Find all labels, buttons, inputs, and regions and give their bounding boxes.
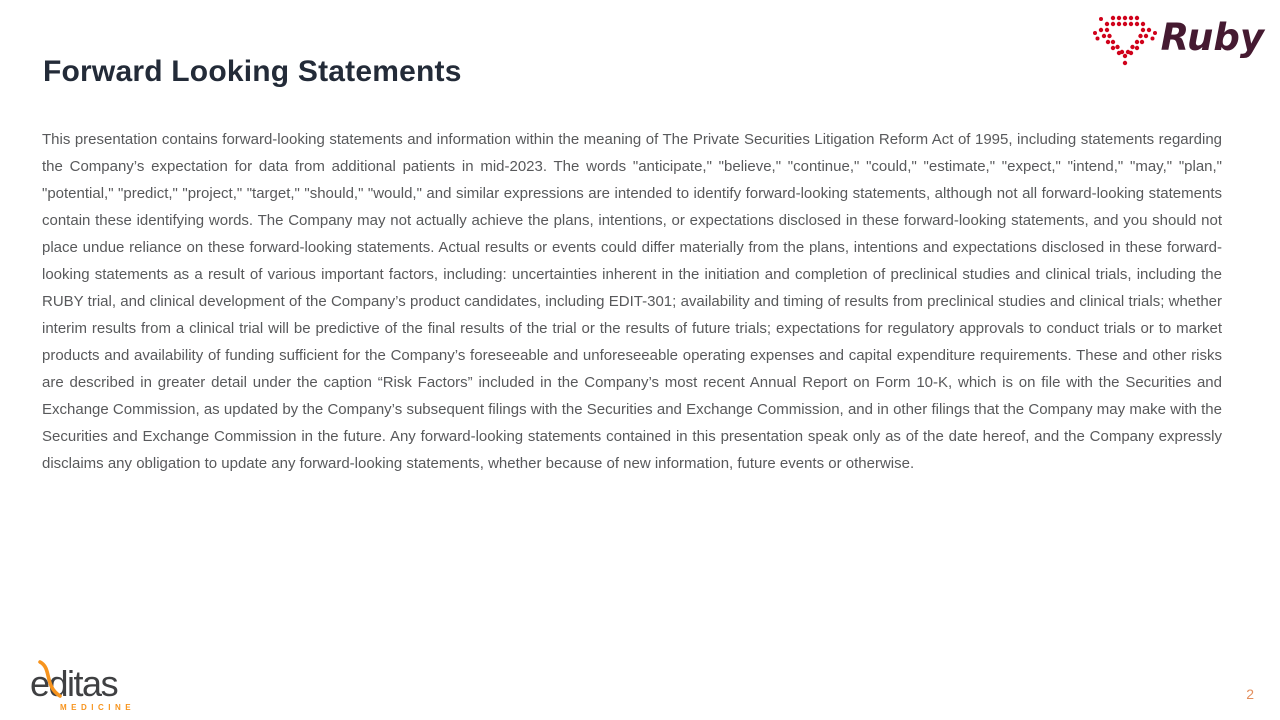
ruby-logo-text: Ruby (1160, 15, 1264, 59)
editas-logo (30, 663, 140, 712)
forward-looking-statements-text: This presentation contains forward-looking statements and information within the meaning of The Private Securities Litigation Reform Act of 1995, including statements regarding the Company’s expectation for data from additional patients in mid-2023. The words "anticipate," "believe," "continue," "could," "estimate," "expect," "intend," "may," "plan," "potential," "predict," "project," "target," "should," "would," and similar expressions are intended to identify forward-looking statements, although not all forward-looking statements contain these identifying words. The Company may not actually achieve the plans, intentions, or expectations disclosed in these forward-looking statements, and you should not place undue reliance on these forward-looking statements. Actual results or events could differ materially from the plans, intentions and expectations disclosed in these forward-looking statements as a result of various important factors, including: uncertainties inherent in the initiation and completion of preclinical studies and clinical trials, including the RUBY trial, and clinical development of the Company’s product candidates, including EDIT-301; availability and timing of results from preclinical studies and clinical trials; whether interim results from a clinical trial will be predictive of the final results of the trial or the results of future trials; expectations for regulatory approvals to conduct trials or to market products and availability of funding sufficient for the Company’s foreseeable and unforeseeable operating expenses and capital expenditure requirements. These and other risks are described in greater detail under the caption “Risk Factors” included in the Company’s most recent Annual Report on Form 10-K, which is on file with the Securities and Exchange Commission, as updated by the Company’s subsequent filings with the Securities and Exchange Commission, and in other filings that the Company may make with the Securities and Exchange Commission in the future. Any forward-looking statements contained in this presentation speak only as of the date hereof, and the Company expressly disclaims any obligation to update any forward-looking statements, whether because of new information, future events or otherwise. (42, 131, 1222, 472)
editas-logo-tagline: MEDICINE (60, 703, 136, 712)
page-number: 2 (1246, 686, 1254, 702)
ruby-logo (1093, 10, 1264, 72)
editas-logo-text: editas (30, 663, 118, 704)
ruby-gem-icon (1093, 10, 1157, 72)
slide-title: Forward Looking Statements (43, 55, 462, 88)
